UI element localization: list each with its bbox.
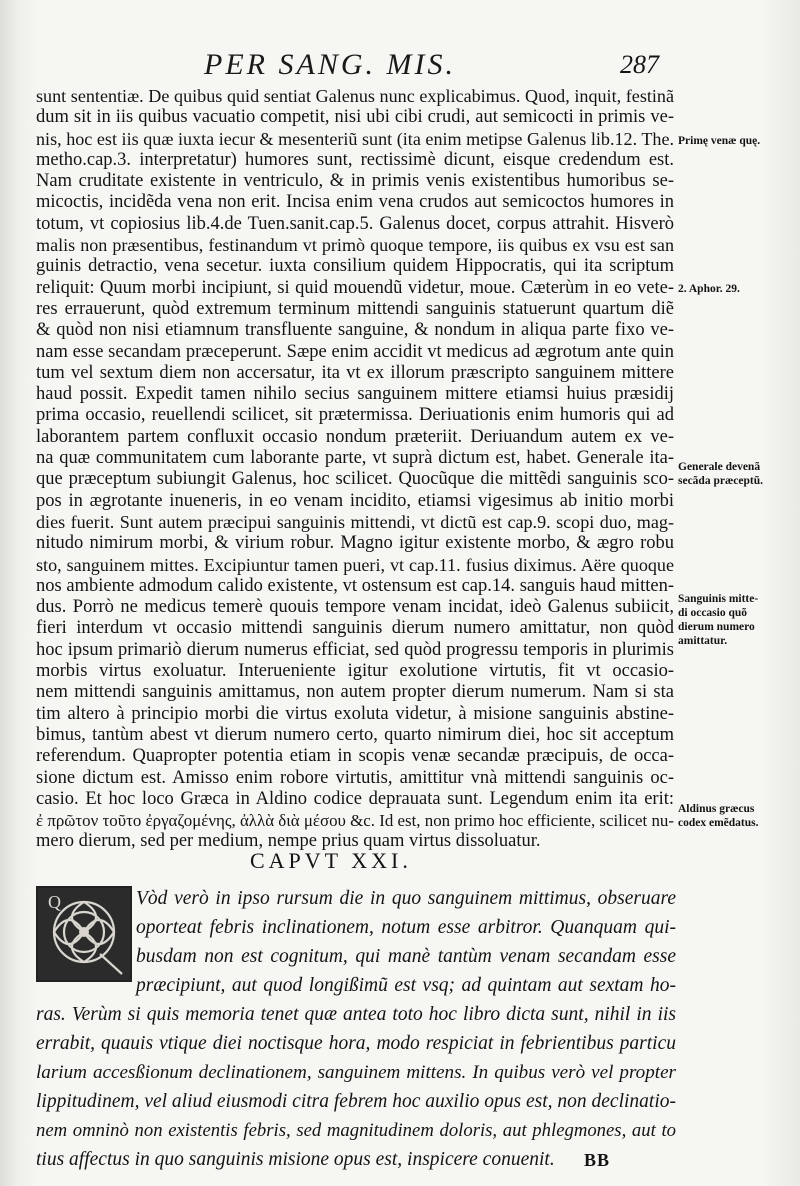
marginal-note-5 — [678, 802, 796, 830]
text-line: dus. Porrò ne medicus temerè quouis tempore venam incidat, ideò Galenus subiicit, — [36, 597, 674, 618]
text-line: fieri interdum vt occasio mittendi sanguinis dierum numero amittatur, non quòd — [36, 618, 674, 639]
marginal-note-line: di occasio quõ — [678, 607, 748, 619]
text-line: nis, hoc est iis quæ iuxta iecur & mesenteriũ sunt (ita enim metipse Galenus lib.12. The. — [36, 128, 674, 149]
chapter-text-line: Vòd verò in ipso rursum die in quo sanguinem mittimus, obseruare — [136, 888, 676, 909]
chapter-text-line: ras. Verùm si quis memoria tenet quæ antea toto hoc libro dicta sunt, nihil in iis — [36, 1004, 676, 1025]
chapter-text-block — [36, 884, 676, 1174]
page-number: 287 — [620, 50, 659, 79]
marginal-note-line: codex emẽdatus. — [678, 817, 759, 829]
chapter-text-line: oporteat febris inclinationem, notum esse arbitror. Quanquam qui- — [136, 917, 676, 938]
text-line: mero dierum, sed per medium, nempe prius quam virtus dissoluatur. — [36, 831, 541, 852]
text-line: nem mittendi sanguinis amittamus, non autem propter dierum numerum. Nam si sta — [36, 682, 674, 703]
text-line: malis non præsentibus, festinandum vt primò quoque tempore, iis quibus ex vsu est san — [36, 235, 674, 256]
text-line: dies fuerit. Sunt autem præcipui sanguinis mittendi, vt dictũ est cap.9. scopi duo, mag- — [36, 511, 674, 532]
text-line: nitudo nimirum morbi, & virium robur. Magno igitur existente morbo, & ægro robu — [36, 533, 674, 554]
text-line: morbis virtus exoluatur. Interueniente igitur exolutione virtutis, fit vt occasio- — [36, 661, 674, 682]
text-line: reliquit: Quum morbi incipiunt, si quid mouendũ videtur, moue. Cæterùm in eo vete- — [36, 277, 674, 298]
text-line: prima occasio, reuellendi scilicet, sit prætermissa. Deriuationis enim humoris qui ad — [36, 405, 674, 426]
text-line: sto, sanguinem mittes. Excipiuntur tamen pueri, vt cap.11. fusius diximus. Aëre quoque — [36, 554, 674, 575]
signature-mark: BB — [584, 1150, 611, 1170]
text-line: totum, vt copiosius lib.4.de Tuen.sanit.cap.5. Galenus docet, corpus attrahit. Hisverò — [36, 213, 674, 234]
marginal-note-line: dierum numero — [678, 621, 755, 633]
marginal-note-2 — [678, 282, 796, 296]
marginal-note-line: Primę venæ quę. — [678, 135, 761, 147]
marginal-note-line: Aldinus græcus — [678, 803, 755, 815]
text-line: haud possit. Expedit tamen nihilo secius sanguinem mittere etiamsi huius præsidij — [36, 384, 674, 405]
text-line: nos ambiente admodum calido existente, vt ostensum est cap.14. sanguis haud mitten- — [36, 575, 674, 596]
marginal-note-line: Sanguinis mitte- — [678, 593, 759, 605]
marginal-note-3 — [678, 460, 796, 488]
text-line: Nam cruditate existente in ventriculo, & in primis venis existentibus humoribus se- — [36, 171, 674, 192]
chapter-text-line: tius affectus in quo sanguinis misione opus est, inspicere conuenit. — [36, 1149, 555, 1170]
text-line: tum vel sextum diem non accersatur, ita vt ex illorum præscripto sanguinem mittere — [36, 362, 674, 383]
marginal-note-line: 2. Aphor. 29. — [678, 283, 740, 295]
text-line: bimus, tantùm abest vt dierum numero certo, quarto nimirum diei, hoc sit acceptum — [36, 724, 674, 745]
text-line: guinis detractio, vena secetur. iuxta consilium quidem Hippocratis, qui ita scriptum — [36, 256, 674, 277]
marginal-note-1 — [678, 134, 796, 148]
text-line: hoc ipsum primariò dierum numerus efficiat, sed quòd progressu temporis in plurimis — [36, 639, 674, 660]
chapter-text-line: lippitudinem, vel aliud eiusmodi citra febrem hoc auxilio opus est, non declinatio- — [36, 1091, 676, 1112]
text-line: casio. Et hoc loco Græca in Aldino codice deprauata sunt. Legendum enim ita erit: — [36, 788, 674, 809]
running-head: PER SANG. MIS. — [204, 48, 456, 81]
initial-letter: Q — [48, 892, 61, 912]
marginal-note-line: Generale devenã — [678, 461, 761, 473]
text-line: sione dictum est. Amisso enim robore virtutis, amittitur vnà mittendi sanguinis oc- — [36, 767, 674, 788]
text-line: micoctis, incidẽda vena non erit. Incisa enim vena crudos aut semicoctos humores in — [36, 192, 674, 213]
marginal-note-line: amittatur. — [678, 635, 728, 647]
text-line: dum sit in iis quibus vacuatio competit, nisi ubi cibi crudi, aut semicocti in primis ve- — [36, 107, 674, 128]
text-line: & quòd non nisi etiamnum transfluente sanguine, & nondum in aliqua parte fixo ve- — [36, 320, 674, 341]
text-line: ἐ πρῶτον τοῦτο ἐργαζομένης, ἀλλὰ διὰ μέσου &c. Id est, non primo hoc efficiente, scilicet nu- — [36, 811, 674, 831]
chapter-text-line: errabit, quauis vtique diei noctisque hora, modo respiciat in febrientibus particu — [36, 1033, 676, 1054]
text-line: pos in ægrotante inueneris, in eo venam incidito, etiamsi vigesimus ab initio morbi — [36, 490, 674, 511]
text-line: res errauerunt, quòd extremum terminum mittendi sanguinis statuerunt quartum diẽ — [36, 298, 674, 319]
chapter-text-line: busdam non est cognitum, qui manè tantùm venam secandam esse — [136, 946, 676, 967]
chapter-text-line: larium accesßionum declinationem, sanguinem mittens. In quibus verò vel propter — [36, 1062, 676, 1083]
chapter-text-line: nem omninò non existentis febris, sed magnitudinem doloris, aut phlegmones, aut to — [36, 1120, 676, 1141]
text-line: sunt sententiæ. De quibus quid sentiat Galenus nunc explicabimus. Quod, inquit, festinã — [36, 86, 674, 106]
text-line: laborantem partem confluxit occasio nondum præteriit. Deriuandum autem ex ve- — [36, 426, 674, 447]
chapter-text-line: præcipiunt, aut quod longißimũ est vsq; ad quintam aut sextam ho- — [136, 975, 676, 996]
text-line: na quæ communitatem cum laborante parte, vt suprà dictum est, habet. Generale ita- — [36, 448, 674, 469]
text-line: referendum. Quapropter potentia etiam in scopis venæ secandæ præcipuis, de occa- — [36, 746, 674, 767]
text-line: nam esse secandam præceperunt. Sæpe enim accidit vt medicus ad ægrotum ante quin — [36, 341, 674, 362]
main-text-block — [36, 86, 674, 853]
chapter-heading: CAPVT XXI. — [250, 848, 412, 873]
text-line: que præceptum subiungit Galenus, hoc scilicet. Quocũque die mittẽdi sanguinis sco- — [36, 469, 674, 490]
text-line: tim altero à principio morbi die virtus exoluta videtur, à misione sanguinis abstine- — [36, 703, 674, 724]
marginal-note-4 — [678, 592, 796, 648]
marginal-note-line: secãda præceptũ. — [678, 475, 763, 487]
text-line: metho.cap.3. interpretatur) humores sunt, rectissimè dicunt, eisque credendum est. — [36, 149, 674, 170]
